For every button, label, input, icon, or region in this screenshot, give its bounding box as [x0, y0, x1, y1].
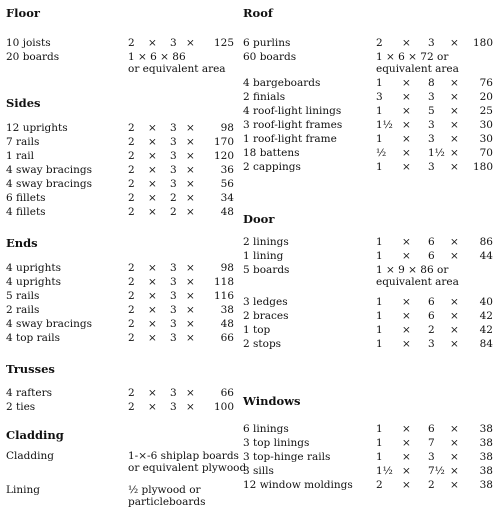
times-sign: ×: [186, 192, 195, 204]
material-row: [6, 135, 234, 149]
times-sign: ×: [402, 147, 411, 159]
times-sign: ×: [402, 133, 411, 145]
dimension-value: 76: [479, 77, 493, 89]
dimension-value: 3: [170, 37, 177, 49]
material-row: [6, 386, 234, 400]
dimension-value: 2: [128, 192, 135, 204]
dimension-value: 66: [220, 332, 234, 344]
dimension-value: 3: [170, 304, 177, 316]
times-sign: ×: [186, 276, 195, 288]
times-sign: ×: [148, 262, 157, 274]
section-heading-roof: Roof: [243, 6, 273, 20]
dimension-value: 98: [220, 122, 234, 134]
dimension-value: 116: [213, 290, 234, 302]
dimension-value: 38: [479, 437, 493, 449]
dimension-value: 2: [170, 192, 177, 204]
dimension-value: 8: [428, 77, 435, 89]
material-row: [6, 205, 234, 219]
item-name: 1 roof-light frame: [243, 133, 337, 145]
material-row: [243, 464, 493, 478]
times-sign: ×: [186, 164, 195, 176]
item-name: 4 rafters: [6, 387, 53, 399]
material-row: [243, 249, 493, 263]
times-sign: ×: [148, 150, 157, 162]
times-sign: ×: [186, 318, 195, 330]
times-sign: ×: [186, 136, 195, 148]
times-sign: ×: [402, 310, 411, 322]
item-name: 4 sway bracings: [6, 178, 93, 190]
material-row: [243, 50, 493, 75]
dimension-text-line: particleboards: [128, 496, 206, 508]
times-sign: ×: [148, 178, 157, 190]
item-name: 6 linings: [243, 423, 289, 435]
times-sign: ×: [186, 290, 195, 302]
dimension-value: 84: [479, 338, 493, 350]
section-heading-sides: Sides: [6, 96, 41, 110]
material-row: [243, 450, 493, 464]
dimension-value: 6: [428, 250, 435, 262]
dimension-value: 118: [213, 276, 234, 288]
material-row: [6, 331, 234, 345]
item-name: 4 top rails: [6, 332, 61, 344]
times-sign: ×: [450, 105, 459, 117]
times-sign: ×: [450, 77, 459, 89]
item-name: 1 lining: [243, 250, 284, 262]
dimension-value: 1: [376, 338, 383, 350]
times-sign: ×: [450, 147, 459, 159]
dimension-value: 3: [428, 451, 435, 463]
dimension-value: 3: [170, 290, 177, 302]
item-name: 2 stops: [243, 338, 282, 350]
times-sign: ×: [450, 250, 459, 262]
item-name: 4 roof-light linings: [243, 105, 342, 117]
item-name: 2 linings: [243, 236, 289, 248]
dimension-value: 3: [428, 119, 435, 131]
item-name: Lining: [6, 484, 40, 496]
times-sign: ×: [186, 122, 195, 134]
dimension-value: 1: [376, 133, 383, 145]
times-sign: ×: [450, 423, 459, 435]
item-name: 3 ledges: [243, 296, 288, 308]
item-name: 2 braces: [243, 310, 289, 322]
dimension-value: 48: [220, 206, 234, 218]
dimension-value: 25: [479, 105, 493, 117]
times-sign: ×: [402, 451, 411, 463]
material-row: [6, 36, 234, 50]
item-name: 3 sills: [243, 465, 274, 477]
times-sign: ×: [450, 119, 459, 131]
times-sign: ×: [402, 324, 411, 336]
dimension-value: 3: [170, 318, 177, 330]
dimension-value: 1: [376, 451, 383, 463]
dimension-value: 42: [479, 324, 493, 336]
material-row: [243, 337, 493, 351]
dimension-text-line: 1-×-6 shiplap boards: [128, 450, 239, 462]
dimension-value: 2: [376, 37, 383, 49]
material-row: [243, 146, 493, 160]
dimension-value: 3: [428, 161, 435, 173]
times-sign: ×: [148, 164, 157, 176]
dimension-value: 2: [376, 479, 383, 491]
section-heading-ends: Ends: [6, 236, 38, 250]
times-sign: ×: [450, 37, 459, 49]
times-sign: ×: [402, 338, 411, 350]
times-sign: ×: [148, 276, 157, 288]
dimension-value: 34: [220, 192, 234, 204]
dimension-value: 44: [479, 250, 493, 262]
item-name: 4 sway bracings: [6, 164, 93, 176]
times-sign: ×: [148, 122, 157, 134]
dimension-value: 180: [472, 161, 493, 173]
material-row: [6, 191, 234, 205]
dimension-text-line: 1 × 6 × 72 or: [376, 51, 449, 63]
item-name: 5 boards: [243, 264, 290, 276]
material-row: [6, 163, 234, 177]
dimension-text-line: equivalent area: [376, 63, 459, 75]
dimension-value: 3: [170, 262, 177, 274]
item-name: 60 boards: [243, 51, 297, 63]
dimension-value: 38: [220, 304, 234, 316]
material-row: [6, 50, 234, 75]
material-row: [6, 149, 234, 163]
dimension-value: 1: [376, 236, 383, 248]
times-sign: ×: [450, 479, 459, 491]
dimension-value: 1: [376, 77, 383, 89]
times-sign: ×: [148, 192, 157, 204]
times-sign: ×: [148, 387, 157, 399]
dimension-value: 38: [479, 423, 493, 435]
material-row: [6, 261, 234, 275]
times-sign: ×: [148, 37, 157, 49]
dimension-value: 3: [170, 401, 177, 413]
times-sign: ×: [186, 332, 195, 344]
dimension-value: 3: [428, 338, 435, 350]
item-name: 2 ties: [6, 401, 36, 413]
times-sign: ×: [186, 304, 195, 316]
material-row: [243, 160, 493, 174]
dimension-value: 2: [128, 401, 135, 413]
dimension-value: 2: [128, 276, 135, 288]
dimension-value: 5: [428, 105, 435, 117]
dimension-value: 2: [128, 122, 135, 134]
item-name: 12 uprights: [6, 122, 68, 134]
dimension-value: ½: [376, 147, 387, 159]
times-sign: ×: [186, 206, 195, 218]
dimension-value: 6: [428, 236, 435, 248]
times-sign: ×: [186, 262, 195, 274]
times-sign: ×: [402, 105, 411, 117]
times-sign: ×: [402, 161, 411, 173]
dimension-text-line: 1 × 6 × 86: [128, 51, 186, 63]
dimension-value: 6: [428, 310, 435, 322]
dimension-value: 30: [479, 133, 493, 145]
times-sign: ×: [450, 338, 459, 350]
times-sign: ×: [148, 136, 157, 148]
section-heading-windows: Windows: [243, 394, 301, 408]
item-name: 5 rails: [6, 290, 40, 302]
times-sign: ×: [402, 437, 411, 449]
times-sign: ×: [402, 119, 411, 131]
times-sign: ×: [450, 437, 459, 449]
times-sign: ×: [402, 37, 411, 49]
dimension-text-line: equivalent area: [376, 276, 459, 288]
dimension-value: 30: [479, 119, 493, 131]
item-name: 3 top linings: [243, 437, 310, 449]
times-sign: ×: [148, 318, 157, 330]
dimension-value: 3: [170, 164, 177, 176]
item-name: 12 window moldings: [243, 479, 353, 491]
dimension-value: 2: [128, 136, 135, 148]
material-row: [6, 317, 234, 331]
item-name: 4 bargeboards: [243, 77, 321, 89]
dimension-value: 120: [213, 150, 234, 162]
dimension-text-line: or equivalent plywood: [128, 462, 247, 474]
dimension-value: 1: [376, 161, 383, 173]
dimension-value: 7: [428, 437, 435, 449]
item-name: 3 top-hinge rails: [243, 451, 331, 463]
dimension-value: 3: [376, 91, 383, 103]
dimension-text-line: 1 × 9 × 86 or: [376, 264, 449, 276]
material-row: [6, 303, 234, 317]
dimension-value: 2: [128, 290, 135, 302]
times-sign: ×: [402, 250, 411, 262]
dimension-value: 2: [128, 37, 135, 49]
times-sign: ×: [148, 206, 157, 218]
dimension-value: 2: [128, 178, 135, 190]
times-sign: ×: [186, 387, 195, 399]
times-sign: ×: [450, 465, 459, 477]
section-heading-cladding: Cladding: [6, 428, 64, 442]
dimension-value: 66: [220, 387, 234, 399]
dimension-value: 20: [479, 91, 493, 103]
dimension-value: 1½: [428, 147, 445, 159]
dimension-value: 6: [428, 296, 435, 308]
dimension-value: 40: [479, 296, 493, 308]
times-sign: ×: [148, 290, 157, 302]
dimension-value: 180: [472, 37, 493, 49]
dimension-value: 2: [128, 150, 135, 162]
material-row: [243, 104, 493, 118]
dimension-text-line: ½ plywood or: [128, 484, 201, 496]
dimension-value: 2: [128, 332, 135, 344]
dimension-value: 56: [220, 178, 234, 190]
dimension-value: 170: [213, 136, 234, 148]
dimension-value: 1: [376, 437, 383, 449]
item-name: 1 rail: [6, 150, 35, 162]
times-sign: ×: [402, 236, 411, 248]
dimension-value: 48: [220, 318, 234, 330]
dimension-value: 3: [170, 387, 177, 399]
times-sign: ×: [450, 133, 459, 145]
material-row: [243, 422, 493, 436]
dimension-value: 1½: [376, 465, 393, 477]
dimension-value: 2: [128, 164, 135, 176]
item-name: 2 rails: [6, 304, 40, 316]
item-name: 3 roof-light frames: [243, 119, 343, 131]
dimension-value: 3: [170, 276, 177, 288]
dimension-value: 42: [479, 310, 493, 322]
dimension-value: 2: [128, 318, 135, 330]
item-name: 6 fillets: [6, 192, 46, 204]
times-sign: ×: [148, 332, 157, 344]
dimension-value: 7½: [428, 465, 445, 477]
dimension-value: 2: [128, 262, 135, 274]
times-sign: ×: [450, 324, 459, 336]
times-sign: ×: [450, 91, 459, 103]
dimension-value: 98: [220, 262, 234, 274]
dimension-value: 2: [128, 387, 135, 399]
times-sign: ×: [186, 401, 195, 413]
section-heading-door: Door: [243, 212, 275, 226]
times-sign: ×: [402, 296, 411, 308]
material-row: [6, 400, 234, 414]
material-row: [6, 449, 247, 474]
material-row: [243, 235, 493, 249]
section-heading-trusses: Trusses: [6, 362, 55, 376]
item-name: Cladding: [6, 450, 54, 462]
dimension-value: 1: [376, 423, 383, 435]
dimension-value: 3: [428, 37, 435, 49]
item-name: 4 uprights: [6, 262, 61, 274]
material-row: [243, 36, 493, 50]
item-name: 20 boards: [6, 51, 60, 63]
dimension-text-line: or equivalent area: [128, 63, 226, 75]
times-sign: ×: [450, 451, 459, 463]
dimension-value: 3: [170, 332, 177, 344]
material-row: [243, 478, 493, 492]
material-row: [243, 309, 493, 323]
dimension-value: 2: [428, 479, 435, 491]
section-heading-floor: Floor: [6, 6, 40, 20]
material-row: [6, 177, 234, 191]
times-sign: ×: [402, 465, 411, 477]
material-row: [6, 483, 234, 508]
times-sign: ×: [450, 310, 459, 322]
times-sign: ×: [148, 304, 157, 316]
material-row: [243, 323, 493, 337]
material-row: [243, 132, 493, 146]
dimension-value: 3: [170, 178, 177, 190]
dimension-value: 38: [479, 479, 493, 491]
dimension-value: 2: [170, 206, 177, 218]
item-name: 10 joists: [6, 37, 51, 49]
material-row: [243, 436, 493, 450]
dimension-value: 1½: [376, 119, 393, 131]
times-sign: ×: [402, 479, 411, 491]
material-row: [6, 289, 234, 303]
dimension-value: 1: [376, 310, 383, 322]
dimension-value: 2: [128, 206, 135, 218]
dimension-value: 3: [170, 136, 177, 148]
times-sign: ×: [148, 401, 157, 413]
material-row: [243, 90, 493, 104]
dimension-value: 1: [376, 296, 383, 308]
times-sign: ×: [402, 77, 411, 89]
item-name: 2 finials: [243, 91, 286, 103]
dimension-value: 86: [479, 236, 493, 248]
material-row: [243, 118, 493, 132]
dimension-value: 100: [213, 401, 234, 413]
dimension-value: 1: [376, 324, 383, 336]
item-name: 4 uprights: [6, 276, 61, 288]
dimension-value: 1: [376, 250, 383, 262]
item-name: 4 fillets: [6, 206, 46, 218]
dimension-value: 38: [479, 465, 493, 477]
times-sign: ×: [450, 296, 459, 308]
item-name: 18 battens: [243, 147, 300, 159]
item-name: 4 sway bracings: [6, 318, 93, 330]
dimension-value: 3: [170, 122, 177, 134]
dimension-value: 1: [376, 105, 383, 117]
dimension-value: 3: [428, 133, 435, 145]
dimension-value: 36: [220, 164, 234, 176]
dimension-value: 3: [170, 150, 177, 162]
material-row: [243, 76, 493, 90]
times-sign: ×: [450, 161, 459, 173]
times-sign: ×: [402, 91, 411, 103]
dimension-value: 125: [213, 37, 234, 49]
dimension-value: 2: [128, 304, 135, 316]
dimension-value: 6: [428, 423, 435, 435]
material-row: [6, 275, 234, 289]
item-name: 2 cappings: [243, 161, 301, 173]
times-sign: ×: [186, 150, 195, 162]
material-row: [243, 263, 493, 288]
dimension-value: 70: [479, 147, 493, 159]
times-sign: ×: [402, 423, 411, 435]
item-name: 6 purlins: [243, 37, 291, 49]
material-row: [243, 295, 493, 309]
item-name: 1 top: [243, 324, 271, 336]
item-name: 7 rails: [6, 136, 40, 148]
dimension-value: 2: [428, 324, 435, 336]
dimension-value: 38: [479, 451, 493, 463]
times-sign: ×: [186, 178, 195, 190]
dimension-value: 3: [428, 91, 435, 103]
times-sign: ×: [186, 37, 195, 49]
material-row: [6, 121, 234, 135]
times-sign: ×: [450, 236, 459, 248]
